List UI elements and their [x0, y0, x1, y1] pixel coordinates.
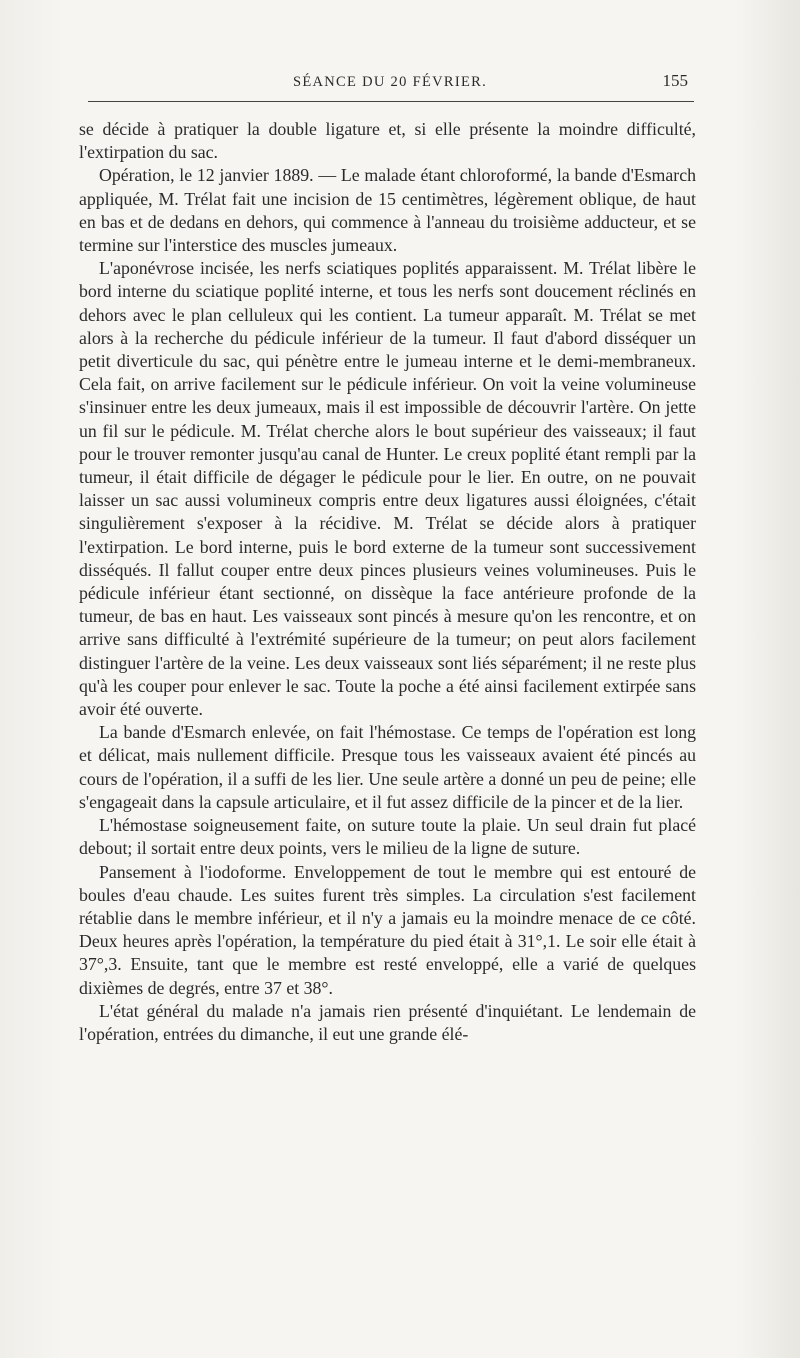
paragraph: L'hémostase soigneusement faite, on suture toute la plaie. Un seul drain fut placé debout; il sortait entre deux points, vers le milieu de la ligne de suture. — [79, 815, 696, 859]
running-head: SÉANCE DU 20 FÉVRIER. — [292, 74, 488, 90]
body-text — [79, 118, 696, 1046]
paragraph: Opération, le 12 janvier 1889. — Le malade étant chloroformé, la bande d'Esmarch appliquée, M. Trélat fait une incision de 15 centimètres, légèrement oblique, de haut en bas et de dedans en dehors, qui commence à l'anneau du troisième adducteur, et se termine sur l'interstice des muscles jumeaux. — [79, 165, 696, 256]
page-number: 155 — [662, 71, 688, 90]
paragraph: se décide à pratiquer la double ligature et, si elle présente la moindre difficulté, l'extirpation du sac. — [79, 119, 696, 163]
page-header — [84, 70, 696, 96]
paragraph: L'état général du malade n'a jamais rien présenté d'inquiétant. Le lendemain de l'opération, entrées du dimanche, il eut une grande élé- — [79, 1000, 696, 1044]
paragraph: L'aponévrose incisée, les nerfs sciatiques poplités apparaissent. M. Trélat libère le bord interne du sciatique poplité interne, et tous les nerfs sont doucement réclinés en dehors avec le plan celluleux qui les contient. La tumeur apparaît. M. Trélat se met alors à la recherche du pédicule inférieur de la tumeur. Il faut d'abord disséquer un petit diverticule du sac, qui pénètre entre le jumeau interne et le demi-membraneux. Cela fait, on arrive facilement sur le pédicule inférieur. On voit la veine volumineuse s'insinuer entre les deux jumeaux, mais il est impossible de découvrir l'artère. On jette un fil sur le pédicule. M. Trélat cherche alors le bout supérieur des vaisseaux; il faut pour le trouver remonter jusqu'au canal de Hunter. Le creux poplité étant rempli par la tumeur, il était difficile de dégager le pédicule pour le lier. En outre, on ne pouvait laisser un sac aussi volumineux compris entre deux ligatures aussi éloignées, c'était singulièrement s'exposer à la récidive. M. Trélat se décide alors à pratiquer l'extirpation. Le bord interne, puis le bord externe de la tumeur sont successivement disséqués. Il fallut couper entre deux pinces plusieurs veines volumineuses. Puis le pédicule inférieur étant sectionné, on dissèque la face antérieure profonde de la tumeur, de bas en haut. Les vaisseaux sont pincés à mesure qu'on les rencontre, et on arrive sans difficulté à l'extrémité supérieure de la tumeur; on peut alors facilement distinguer l'artère de la veine. Les deux vaisseaux sont liés séparément; il ne reste plus qu'à les couper pour enlever le sac. Toute la poche a été ainsi facilement extirpée sans avoir été ouverte. — [79, 258, 696, 720]
paragraph: Pansement à l'iodoforme. Enveloppement de tout le membre qui est entouré de boules d'eau chaude. Les suites furent très simples. La circulation s'est facilement rétablie dans le membre inférieur, et il n'y a jamais eu la moindre menace de ce côté. Deux heures après l'opération, la température du pied était à 31°,1. Le soir elle était à 37°,3. Ensuite, tant que le membre est resté enveloppé, elle a varié de quelques dixièmes de degrés, entre 37 et 38°. — [79, 861, 696, 998]
paragraph: La bande d'Esmarch enlevée, on fait l'hémostase. Ce temps de l'opération est long et délicat, mais nullement difficile. Presque tous les vaisseaux avaient été pincés au cours de l'opération, il a suffi de les lier. Une seule artère a donné un peu de peine; elle s'engageait dans la capsule articulaire, et il fut assez difficile de la pincer et de la lier. — [79, 722, 696, 812]
header-rule — [88, 101, 694, 102]
